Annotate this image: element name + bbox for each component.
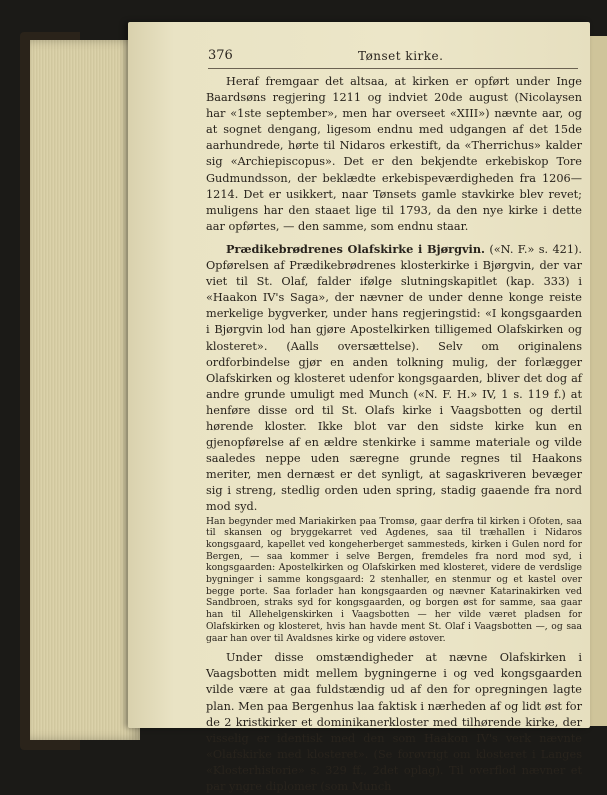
small-print-note: Han begynder med Mariakirken paa Tromsø, gaar derfra til kirken i Ofoten, saa til skansen og bryggekarret ved Agdenes, saa til træhallen i Nidaros kongsgaard, kapellet ved kongeherberget sammesteds, kirken i Gulen nord for Bergen, — saa kommer i selve Bergen, fremdeles fra nord mod syd, i kongsgaarden: Apostelkirken og Olafskirken med klosteret, videre de verdslige bygninger i samme kongsgaard: 2 stenhaller, en stenmur og et kastel over begge porte. Saa forlader han kongsgaarden og nævner Katarinakirken ved Sandbroen, straks syd for kongsgaarden, og borgen øst for samme, saa gaar han til Allehelgenskirken i Vaagsbotten — her vilde været pladsen for Olafskirken og klosteret, hvis han havde ment St. Olaf i Vaagsbotten —, og saa gaar han over til Avaldsnes kirke og videre østover.: [206, 515, 582, 644]
paragraph-2-body: («N. F.» s. 421). Opførelsen af Prædikebrødrenes klosterkirke i Bjørgvin, der var viet til St. Olaf, falder ifølge slutningskapitlet (kap. 333) i «Haakon IV's Saga», der nævner de under denne konge reiste merkelige bygverker, under hans regjeringstid: «I kongsgaarden i Bjørgvin lod han gjøre Apostelkirken tilligemed Olafskirken og klosteret». (Aalls oversættelse). Selv om originalens ordforbindelse gjør en anden tolkning mulig, der forlægger Olafskirken og klosteret udenfor kongsgaarden, bliver det dog af andre grunde umuligt med Munch («N. F. H.» IV, 1 s. 119 f.) at henføre disse ord til St. Olafs kirke i Vaagsbotten og dertil hørende kloster. Ikke blot var den sidste kirke kun en gjenopførelse af en ældre stenkirke i samme materiale og vilde saaledes neppe uden særegne grunde regnes til Haakons meriter, men dernæst er det synligt, at sagaskriveren bevæger sig i streng, stedlig orden uden spring, stadig gaaende fra nord mod syd.: [206, 242, 583, 514]
page-edges: [30, 40, 140, 740]
paragraph-3: Under disse omstændigheder at nævne Olafskirken i Vaagsbotten midt mellem bygningerne i og ved kongsgaarden vilde være at gaa fuldstændig ud af den for opregningen lagte plan. Men paa Bergenhus laa faktisk i nærheden af og lidt øst for de 2 kristkirker et dominikanerkloster med tilhørende kirke, der visselig er identisk med den som Haakon IV's verk nævnte «Olafskirke med klosteret». (Se forøvrigt om klosteret i Langes «Klosterhistorie» s. 329 ff., 2det oplag). Til overflod nævner et par yngre diplomer (som Munch: [206, 651, 582, 794]
body-text: [206, 74, 582, 795]
page-number: 376: [208, 48, 233, 63]
paragraph-2: [206, 241, 582, 516]
header-rule: [208, 68, 578, 69]
paragraph-1: Heraf fremgaar det altsaa, at kirken er opført under Inge Baardsøns regjering 1211 og indviet 20de august (Nicolaysen har «1ste september», men har overseet «XIII») nævnte aar, og at sognet dengang, ligesom endnu med udgangen af det 15de aarhundrede, hørte til Nidaros erkestift, da «Therrichus» kalder sig «Archiepiscopus». Det er den bekjendte erkebiskop Tore Gudmundsson, der beklædte erkebispeværdigheden fra 1206—1214. Det er usikkert, naar Tønsets gamle stavkirke blev revet; muligens har den staaet lige til 1793, da den nye kirke i dette aar opførtes, — den samme, som endnu staar.: [206, 75, 582, 233]
page-header: [208, 48, 578, 68]
book-page: [128, 22, 590, 794]
running-title: Tønset kirke.: [358, 49, 444, 63]
section-heading: Prædikebrødrenes Olafskirke i Bjørgvin.: [226, 241, 485, 256]
